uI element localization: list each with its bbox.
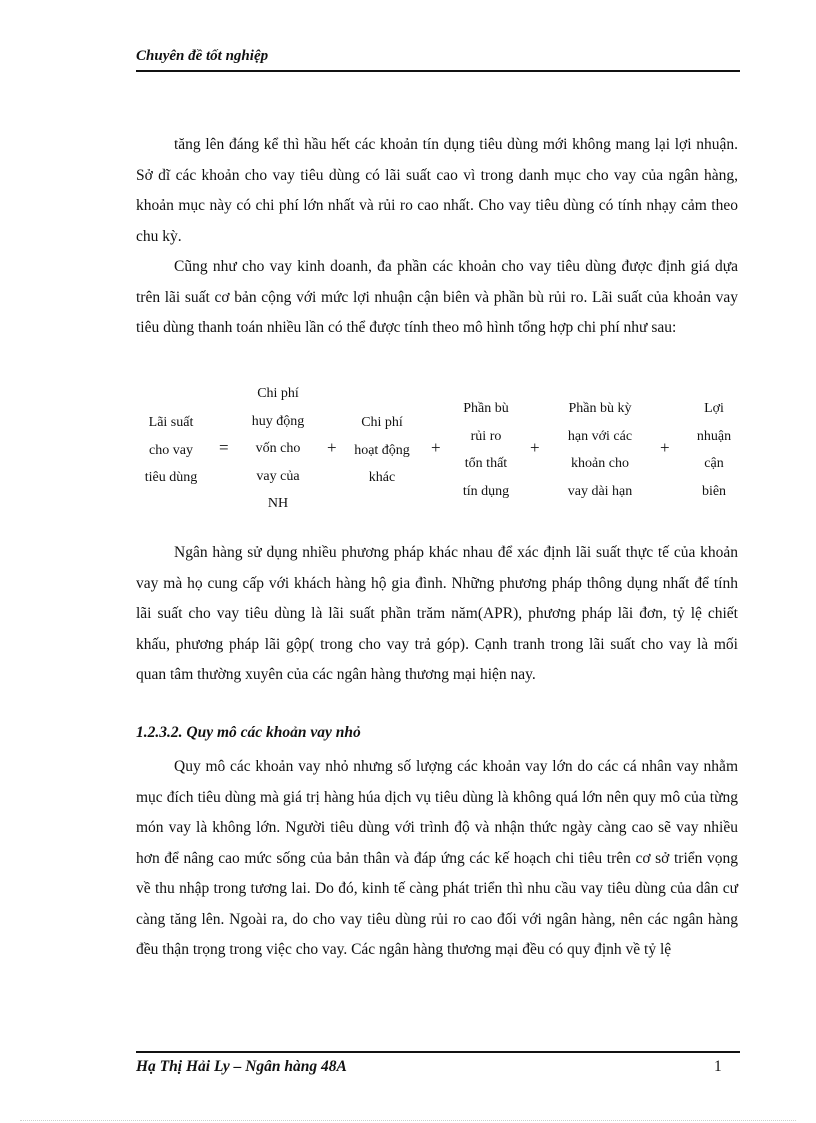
- formula-term-operating-cost: Chi phí hoạt động khác: [354, 415, 410, 485]
- header-rule: [136, 70, 740, 72]
- plus-sign: +: [530, 438, 540, 457]
- formula-term-marginal-profit: Lợi nhuận cận biên: [696, 401, 732, 499]
- section-heading: 1.2.3.2. Quy mô các khoản vay nhỏ: [136, 724, 361, 741]
- interest-rate-formula: [136, 380, 740, 520]
- paragraph-4: Quy mô các khoản vay nhỏ nhưng số lượng các khoản vay lớn do các cá nhân vay nhằm mục đích tiêu dùng mà giá trị hàng húa dịch vụ tiêu dùng là không quá lớn nên quy mô của từng món vay là không lớn. Người tiêu dùng với trình độ và nhận thức ngày càng cao sẽ vay nhiều hơn để nâng cao mức sống của bản thân và đáp ứng các kế hoạch chi tiêu trên cơ sở triển vọng về thu nhập trong tương lai. Do đó, kinh tế càng phát triển thì nhu cầu vay tiêu dùng của dân cư càng tăng lên. Ngoài ra, do cho vay tiêu dùng rủi ro cao đối với ngân hàng, nên các ngân hàng đều thận trọng trong việc cho vay. Các ngân hàng thương mại đều có quy định về tỷ lệ: [136, 758, 738, 958]
- paragraph-2: Cũng như cho vay kinh doanh, đa phần các khoản cho vay tiêu dùng được định giá dựa trên lãi suất cơ bản cộng với mức lợi nhuận cận biên và phần bù rủi ro. Lãi suất của khoản vay tiêu dùng thanh toán nhiều lần có thể được tính theo mô hình tổng hợp chi phí như sau:: [136, 258, 738, 336]
- paragraph-1: tăng lên đáng kể thì hầu hết các khoản tín dụng tiêu dùng mới không mang lại lợi nhuận. Sở dĩ các khoản cho vay tiêu dùng có lãi suất cao vì trong danh mục cho vay của ngân hàng, khoản mục này có chi phí lớn nhất và rủi ro cao nhất. Cho vay tiêu dùng có tính nhạy cảm theo chu kỳ.: [136, 136, 738, 245]
- formula-term-risk-premium: Phần bù rủi ro tổn thất tín dụng: [462, 401, 510, 499]
- header-title: Chuyên đề tốt nghiệp: [136, 48, 269, 64]
- formula-term-funding-cost: Chi phí huy động vốn cho vay của NH: [251, 386, 305, 511]
- footer-author: Hạ Thị Hải Ly – Ngân hàng 48A: [136, 1058, 347, 1075]
- formula-term-term-premium: Phần bù kỳ hạn với các khoản cho vay dài hạn: [567, 401, 633, 499]
- plus-sign: +: [431, 438, 441, 457]
- footer-rule: [136, 1051, 740, 1053]
- plus-sign: +: [327, 438, 337, 457]
- equals-sign: =: [219, 438, 229, 457]
- paragraph-3: Ngân hàng sử dụng nhiều phương pháp khác nhau để xác định lãi suất thực tế của khoản vay mà họ cung cấp với khách hàng hộ gia đình. Những phương pháp thông dụng nhất để tính lãi suất cho vay tiêu dùng là lãi suất phần trăm năm(APR), phương pháp lãi đơn, tỷ lệ chiết khấu, phương pháp lãi gộp( trong cho vay trả góp). Cạnh tranh trong lãi suất cho vay là mối quan tâm thường xuyên của các ngân hàng thương mại hiện nay.: [136, 544, 738, 683]
- page-number: 1: [714, 1058, 722, 1075]
- formula-result: Lãi suất cho vay tiêu dùng: [144, 415, 198, 485]
- plus-sign: +: [660, 438, 670, 457]
- page-edge-divider: [20, 1120, 796, 1121]
